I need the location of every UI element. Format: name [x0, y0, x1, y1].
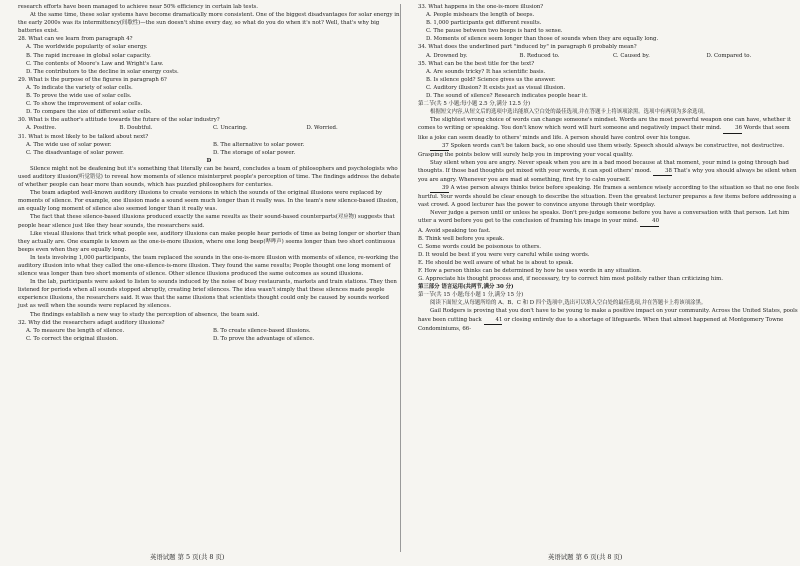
option-b: B. Doubtful.: [119, 125, 153, 132]
question-stem: 32. Why did the researchers adapt auditory illusions?: [18, 319, 165, 326]
option-c: C. The contents of Moore's Law and Wright's Law.: [26, 60, 164, 67]
option-a: A. The worldwide popularity of solar energy.: [26, 44, 148, 51]
question-31: [18, 133, 400, 157]
paragraph: In the lab, participants were asked to listen to sounds induced by the noise of busy restaurants, markets and train stations. They then listened for periods when all sounds stopped abruptly, creating brief silences. The idea wasn't simply that these silences made people experience illusions, the researchers said. It was that the same illusions that scientists thought could only be caused by sounds worked just as well when the sounds were replaced by silences.: [18, 279, 397, 310]
blank-40: 40: [640, 217, 659, 226]
option-b: B. Reduced to.: [519, 52, 560, 59]
options-row: [18, 124, 400, 132]
paragraph: [418, 159, 800, 184]
text: Gail Rodgers is proving that you don't have to be young to make a positive impact on your community. Across the United States, pools have been cutting back: [418, 308, 798, 323]
paragraph: [418, 116, 800, 141]
option-b: B. Think well before you speak.: [418, 235, 505, 242]
question-28: [18, 35, 400, 75]
section-title: 第一节(共 15 小题;每小题 1 分,满分 15 分): [418, 292, 524, 299]
option-d: D. It would be best if you were very careful while using words.: [418, 251, 590, 258]
text: The slightest wrong choice of words can change someone's mindset. Words are the most powerful weapon one can have, whether it comes to writing or speaking. You don't know which word will hurt someone and negatively impact their mind.: [418, 117, 792, 132]
paragraph: [418, 142, 800, 159]
options-row: [18, 327, 400, 335]
page-footer: 英语试题 第 5 页(共 8 页): [150, 553, 225, 561]
options-row: [18, 335, 400, 343]
section-heading: D: [206, 157, 212, 164]
question-35: [418, 60, 800, 100]
option-b: B. To create silence-based illusions.: [213, 327, 311, 334]
option-a: A. To measure the length of silence.: [26, 327, 125, 334]
text: or closing entirely due to a shortage of lifeguards. When that almost happened at Montgomery Towne Condominiums, 66-: [418, 316, 784, 332]
paragraph: Silence might not be deafening but it's something that literally can be heard, concludes a team of philosophers and psychologists who used auditory illusion(听觉错觉) to reveal how moments of silence misinterpret people's perception of time. The findings address the debate of whether people can hear more than sounds, which has puzzled philosophers for centuries.: [18, 165, 400, 189]
option-d: D. The contributors to the decline in solar energy costs.: [26, 68, 179, 75]
text: That's why you should always be silent when you are angry. Whenever you are mad at something, first try to calm yourself.: [418, 167, 797, 183]
section-instructions: 根据短文内容,从短文后的选项中选出能填入空白处的最佳选项,并在答题卡上将该项涂黑。选项中有两项为多余选项。: [430, 109, 709, 116]
option-f: F. How a person thinks can be determined by how he uses words in any situation.: [418, 268, 642, 274]
option-a: A. Positive.: [26, 125, 57, 132]
option-a: A. To indicate the variety of solar cells.: [26, 84, 133, 91]
option-d: D. Moments of silence seem longer than those of sounds when they are equally long.: [426, 36, 659, 43]
option-a: A. Avoid speaking too fast.: [418, 227, 491, 234]
question-30: [18, 116, 400, 132]
blank-41: 41: [484, 316, 503, 325]
option-b: B. Is silence gold? Science gives us the answer.: [426, 76, 556, 83]
blank-39: 39: [430, 184, 449, 193]
option-g: G. Appreciate his thought process and, if necessary, try to correct him most politely rather than criticizing him.: [418, 276, 723, 283]
page-footer: 英语试题 第 6 页(共 8 页): [548, 553, 623, 561]
paragraph: [418, 307, 800, 332]
option-b: B. To prove the wide use of solar cells.: [26, 93, 132, 100]
option-d: D. To compare the size of different solar cells.: [26, 109, 152, 116]
text: A wise person always thinks twice before speaking. He frames a sentence wisely according to the situation so that no one feels hurtful. Your words should be clear enough to describe the situation. Even the greatest lecturer prepares a few items before addressing a vast crowd. A good lecturer has the power to convince anyone through their wordplay.: [418, 185, 799, 209]
paragraph: In tests involving 1,000 participants, the team replaced the sounds in the one-is-more illusion with moments of silence, re-working the auditory illusion into what they called the one-silence-is-more illusion. They found the same results; People thought one long moment of silence was longer than two short moments of silence. Other silence illusions produced the same outcomes as sound illusions.: [18, 254, 399, 278]
sub-heading: Stay silent when you are angry.: [430, 159, 516, 166]
left-column: [18, 3, 400, 343]
paragraph: [418, 209, 800, 226]
blank-37: 37: [430, 142, 449, 151]
paragraph: The team adapted well-known auditory illusions to create versions in which the sounds of the original illusions were replaced by moments of silence. For example, one illusion made a sound seem much longer than it really was. In the team's new silence-based illusion, an equally long moment of silence also seemed longer than it really was.: [18, 190, 399, 213]
text: Don't pre-judge someone before you have a conversation with that person. Let him utter a word before you get to the conclusion of framing his image in your mind.: [418, 210, 790, 225]
question-stem: 31. What is most likely to be talked about next?: [18, 133, 149, 140]
question-stem: 33. What happens in the one-is-more illusion?: [418, 4, 544, 10]
question-stem: 29. What is the purpose of the figures in paragraph 6?: [18, 76, 167, 83]
option-c: C. To correct the original illusion.: [26, 335, 118, 342]
text: Never speak when you are in a bad mood because at that moment, your mind is going through bad thoughts. If those bad thoughts get mixed with your words, it can spoil others' mood.: [418, 159, 789, 174]
option-b: B. The alternative to solar power.: [213, 141, 305, 148]
text: Spoken words can't be taken back, so one should use them wisely. Speech should always be constructive, not destructive. Grasping the points below will surely help you in improving your vocal quality.: [418, 142, 785, 158]
option-c: C. Caused by.: [613, 52, 650, 59]
options-row: [18, 149, 400, 157]
answer-options: [418, 227, 800, 284]
option-a: A. Drowned by.: [426, 52, 468, 59]
column-divider: [400, 4, 401, 552]
option-a: A. The wide use of solar power.: [26, 141, 112, 148]
question-29: [18, 76, 400, 116]
option-c: C. Some words could be poisonous to others.: [418, 243, 542, 250]
paragraph: [418, 184, 800, 209]
question-stem: 28. What can we learn from paragraph 4?: [18, 36, 133, 43]
paragraph: The findings establish a new way to study the perception of absence, the team said.: [30, 311, 260, 318]
option-c: C. The disadvantage of solar power.: [26, 149, 124, 156]
question-32: [18, 319, 400, 343]
options-row: [418, 52, 800, 60]
section-instructions: 阅读下面短文,从每题所给的 A、B、C 和 D 四个选项中,选出可以填入空白处的最佳选项,并在答题卡上将该项涂黑。: [430, 300, 707, 307]
option-c: C. Auditory illusion? It exists just as visual illusion.: [426, 84, 566, 91]
option-a: A. People mishears the length of beeps.: [426, 12, 535, 19]
paragraph: research efforts have been managed to achieve near 50% efficiency in certain lab tests.: [18, 4, 259, 10]
option-c: C. To show the improvement of solar cells.: [26, 101, 143, 108]
part-title: 第三部分 语言运用(共两节,满分 30 分): [418, 284, 514, 291]
paragraph: The fact that these silence-based illusions produced exactly the same results as their sound-based counterparts(对应物) suggests that people hear silence just like they hear sounds, the researchers said.: [18, 214, 395, 229]
option-c: C. The pause between two beeps is hard to sense.: [426, 28, 563, 35]
question-34: [418, 43, 800, 59]
option-d: D. The storage of solar power.: [213, 149, 296, 156]
option-d: D. The sound of silence? Research indicates people hear it.: [426, 93, 588, 100]
option-d: D. Worried.: [306, 125, 338, 132]
option-b: B. The rapid increase in global solar capacity.: [26, 52, 151, 59]
question-stem: 34. What does the underlined part "induced by" in paragraph 6 probably mean?: [418, 44, 637, 51]
question-33: [418, 3, 800, 43]
option-a: A. Are sounds tricky? It has scientific basis.: [426, 68, 546, 75]
option-c: C. Uncaring.: [213, 125, 248, 132]
text: Words that seem like a joke can seem deadly to others' minds and life. A person should have control over his tongue.: [418, 125, 790, 141]
blank-36: 36: [723, 124, 742, 133]
option-e: E. He should be well aware of what he is about to speak.: [418, 259, 574, 266]
options-row: [18, 141, 400, 149]
sub-heading: Never judge a person until or unless he speaks.: [430, 210, 561, 217]
blank-38: 38: [653, 167, 672, 176]
option-d: D. To prove the advantage of silence.: [213, 335, 315, 342]
question-stem: 30. What is the author's attitude towards the future of the solar industry?: [18, 117, 220, 124]
question-stem: 35. What can be the best title for the text?: [418, 60, 535, 67]
section-title: 第二节(共 5 小题;每小题 2.5 分,满分 12.5 分): [418, 101, 531, 108]
option-d: D. Compared to.: [706, 52, 752, 59]
right-column: [418, 3, 800, 333]
option-b: B. 1,000 participants get different results.: [426, 20, 542, 27]
paragraph: At the same time, these solar systems have become dramatically more consistent. One of the biggest disadvantages for solar energy in the early 2000s was its intermittency(间歇性)—the sun doesn't shine every day, so what do you do when it's not? Well, that's why big batteries exist.: [18, 12, 400, 35]
paragraph: Like visual illusions that trick what people see, auditory illusions can make people hear periods of time as being longer or shorter than they actually are. One example is known as the one-is-more illusion, where one long beep(哔哔声) seems longer than two short continuous beeps even when they are equally long.: [18, 230, 400, 253]
